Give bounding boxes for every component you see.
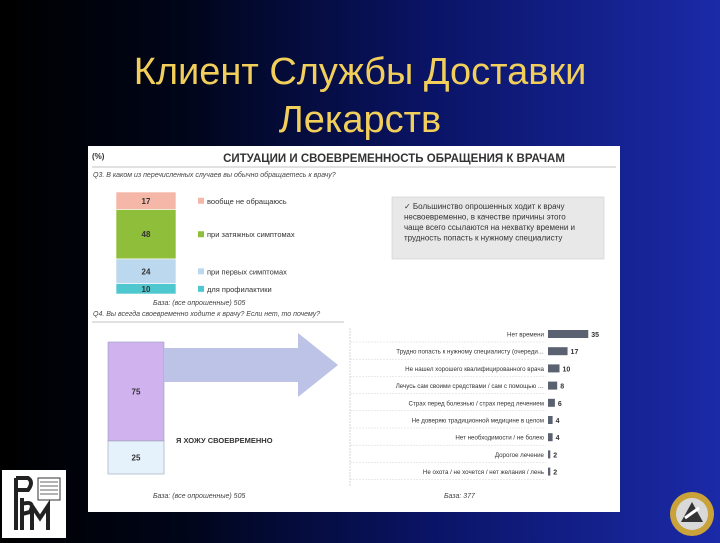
university-logo-icon <box>2 470 66 538</box>
reason-label: Страх перед болезнью / страх перед лечением <box>408 400 544 408</box>
reason-bar <box>548 382 557 390</box>
note-text: ✓ Большинство опрошенных ходит к врачу несвоевременно, в качестве причины этого чаще всего ссылаются на нехватку времени и трудность попасть к нужному специалисту <box>404 202 575 243</box>
q4-segment-value: 75 <box>131 387 141 397</box>
reason-value: 2 <box>553 469 558 477</box>
q3-stacked-chart <box>116 192 295 294</box>
company-emblem-icon <box>665 488 719 538</box>
q3-legend-label: для профилактики <box>207 284 272 294</box>
reason-bar <box>548 450 550 458</box>
base-top: База: (все опрошенные) 505 <box>153 300 246 307</box>
reason-label: Не охота / не хочется / нет желания / лень <box>422 469 544 477</box>
q3-segment-value: 48 <box>141 230 151 240</box>
reason-bar <box>548 468 550 476</box>
question-q3: Q3. В каком из перечисленных случаев вы обычно обращаетесь к врачу? <box>93 172 336 179</box>
logo-right <box>665 488 719 538</box>
reason-label: Нет необходимости / не болею <box>455 434 544 442</box>
reason-label: Не нашел хорошего квалифицированного врача <box>405 365 544 373</box>
reason-bar <box>548 433 553 441</box>
slide-title-line-2: Лекарств <box>278 99 442 141</box>
q3-segment-value: 17 <box>141 196 151 206</box>
reason-value: 17 <box>570 349 579 357</box>
reason-value: 8 <box>560 383 565 391</box>
reason-label: Лечусь сам своими средствами / сам с помощью … <box>395 383 544 391</box>
q4-segment-value: 25 <box>131 453 141 463</box>
base-bottom-right: База: 377 <box>444 493 475 500</box>
q3-segment-value: 24 <box>141 267 151 277</box>
reason-bar <box>548 416 553 424</box>
q3-legend-swatch <box>198 286 204 292</box>
reason-value: 35 <box>591 332 600 339</box>
slide-title <box>0 48 720 144</box>
q3-legend-swatch <box>198 268 204 274</box>
reason-bar <box>548 364 560 372</box>
logo-left <box>2 470 66 538</box>
survey-chart-panel <box>88 146 620 512</box>
q3-legend-swatch <box>198 231 204 237</box>
reason-value: 6 <box>557 400 562 408</box>
arrow-shape <box>164 333 338 397</box>
reason-value: 2 <box>553 452 558 460</box>
reason-label: Трудно попасть к нужному специалисту (очереди… <box>396 348 544 356</box>
survey-chart-svg <box>88 146 620 512</box>
reason-label: Дорогое лечение <box>494 451 544 459</box>
base-bottom-left: База: (все опрошенные) 505 <box>153 493 246 500</box>
q3-legend-label: при затяжных симптомах <box>207 230 295 240</box>
q3-legend-swatch <box>198 198 204 204</box>
reason-label: Нет времени <box>507 331 544 339</box>
q3-segment-value: 10 <box>141 284 151 294</box>
reason-label: Не доверяю традиционной медицине в целом <box>411 417 544 425</box>
slide-title-line-1: Клиент Службы Доставки <box>133 51 587 93</box>
reason-value: 4 <box>555 435 560 443</box>
q3-legend-label: при первых симптомах <box>207 267 287 277</box>
reason-bar <box>548 330 588 338</box>
reason-bar <box>548 347 568 355</box>
reason-bar <box>548 399 555 407</box>
q3-legend-label: вообще не обращаюсь <box>207 196 287 206</box>
chart-header: СИТУАЦИИ И СВОЕВРЕМЕННОСТЬ ОБРАЩЕНИЯ К ВРАЧАМ <box>223 153 565 165</box>
question-q4: Q4. Вы всегда своевременно ходите к врачу? Если нет, то почему? <box>93 311 321 318</box>
reason-value: 10 <box>562 366 571 374</box>
reason-value: 4 <box>555 418 560 425</box>
reasons-bar-chart <box>350 330 599 480</box>
unit-label: (%) <box>92 152 105 161</box>
q4-label-timely: Я ХОЖУ СВОЕВРЕМЕННО <box>176 436 273 445</box>
